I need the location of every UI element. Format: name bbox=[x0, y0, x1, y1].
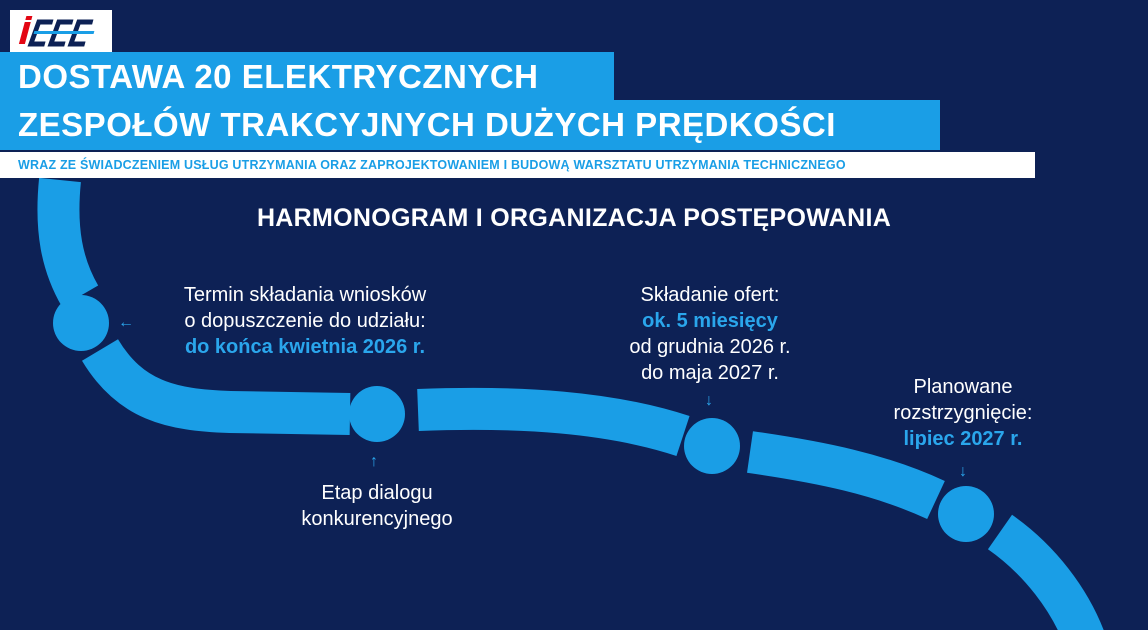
timeline-segment-4 bbox=[750, 452, 936, 500]
timeline-node-3 bbox=[684, 418, 740, 474]
stage-1-line-1: Termin składania wniosków bbox=[183, 284, 427, 306]
arrow-left-icon: ← bbox=[118, 314, 134, 331]
timeline-node-1 bbox=[53, 295, 109, 351]
stage-3-line-4: do maja 2027 r. bbox=[641, 362, 779, 384]
stage-3-line-1: Składanie ofert: bbox=[640, 284, 780, 306]
stage-1-text bbox=[140, 282, 470, 360]
stage-4-line-2: rozstrzygnięcie: bbox=[893, 402, 1033, 424]
timeline-segment-3 bbox=[418, 409, 683, 436]
page-title-line-1: DOSTAWA 20 ELEKTRYCZNYCH bbox=[0, 52, 614, 102]
stage-3-text bbox=[590, 282, 830, 386]
stage-4-highlight: lipiec 2027 r. bbox=[903, 428, 1023, 450]
page-title-line-2: ZESPOŁÓW TRAKCYJNYCH DUŻYCH PRĘDKOŚCI bbox=[0, 100, 940, 150]
timeline-segment-1 bbox=[58, 180, 80, 296]
stage-3-highlight: ok. 5 miesięcy bbox=[642, 310, 778, 332]
stage-4-text bbox=[858, 374, 1068, 452]
page-subtitle: WRAZ ZE ŚWIADCZENIEM USŁUG UTRZYMANIA ORAZ ZAPROJEKTOWANIEM I BUDOWĄ WARSZTATU UTRZYMANIA TECHNICZNEGO bbox=[0, 152, 1035, 178]
stage-2-line-2: konkurencyjnego bbox=[301, 508, 453, 530]
timeline-node-2 bbox=[349, 386, 405, 442]
timeline-segment-5 bbox=[1000, 532, 1085, 630]
stage-1-highlight: do końca kwietnia 2026 r. bbox=[184, 336, 426, 358]
arrow-up-icon: ↑ bbox=[370, 453, 378, 470]
section-heading: HARMONOGRAM I ORGANIZACJA POSTĘPOWANIA bbox=[256, 204, 892, 232]
stage-2-text bbox=[272, 480, 482, 532]
stage-3-line-3: od grudnia 2026 r. bbox=[629, 336, 791, 358]
stage-1-line-2: o dopuszczenie do udziału: bbox=[184, 310, 426, 332]
arrow-down-icon: ↓ bbox=[959, 463, 967, 480]
timeline-node-4 bbox=[938, 486, 994, 542]
stage-4-line-1: Planowane bbox=[913, 376, 1013, 398]
stage-2-line-1: Etap dialogu bbox=[321, 482, 433, 504]
intercity-logo bbox=[10, 10, 112, 56]
arrow-down-icon: ↓ bbox=[705, 392, 713, 409]
